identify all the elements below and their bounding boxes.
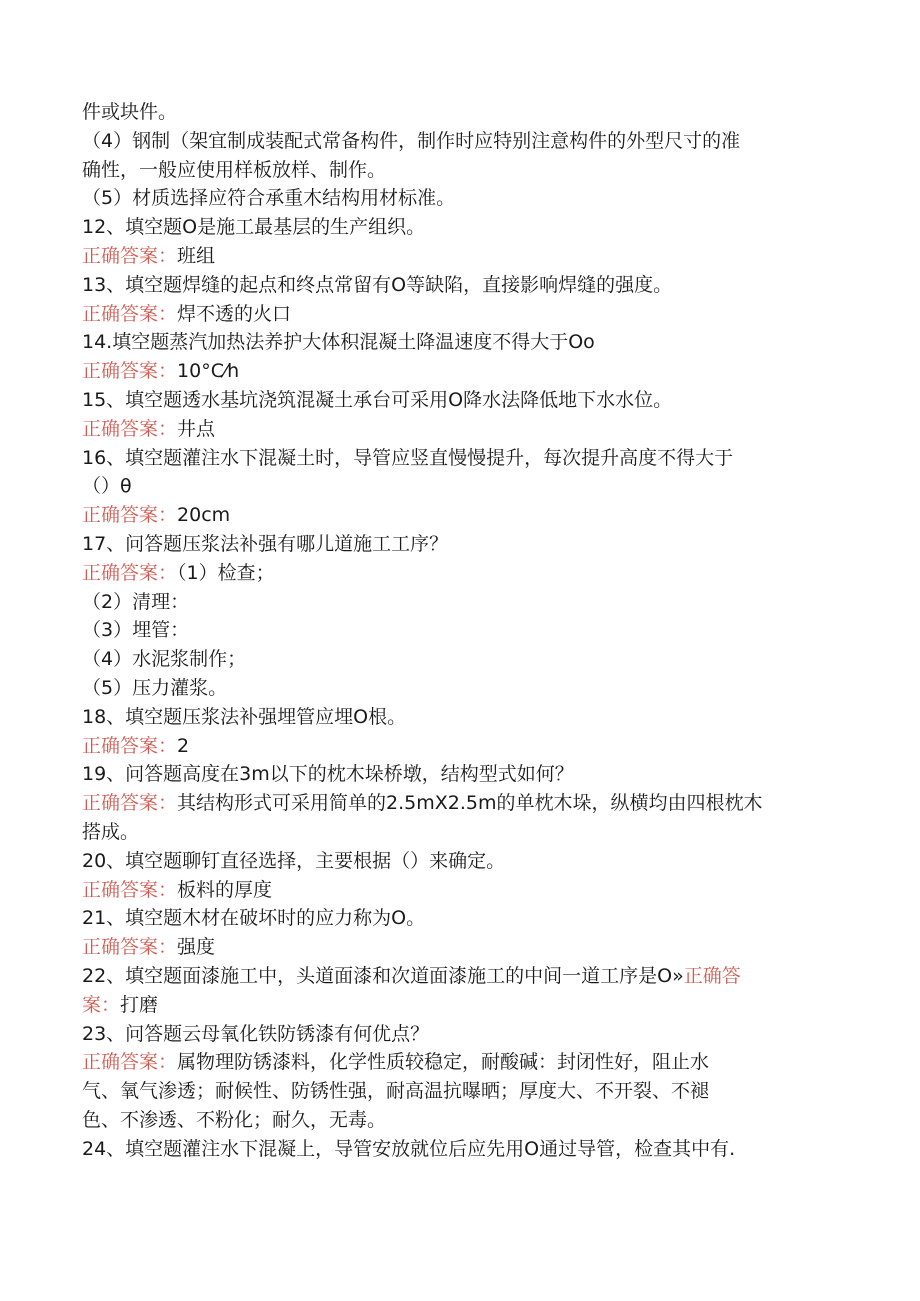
text-line (82, 933, 842, 962)
question-text: 20、填空题聊钉直径选择，主要根据（）来确定。 (82, 849, 506, 872)
text-line (82, 1048, 842, 1077)
question-text: 22、填空题面漆施工中，头道面漆和次道面漆施工的中间一道工序是O» (82, 964, 684, 987)
question-text: （）θ (82, 475, 132, 498)
text-line (82, 616, 842, 645)
question-text: 件或块件。 (82, 101, 178, 123)
text-line (82, 357, 842, 386)
text-line (82, 732, 842, 761)
question-text: 确性，一般应使用样板放样、制作。 (82, 158, 387, 181)
answer-label: 正确答 (683, 964, 741, 987)
question-text: 色、不渗透、不粉化；耐久，无毒。 (82, 1108, 387, 1131)
question-text: （4）水泥浆制作； (82, 648, 247, 671)
question-text: 17、问答题压浆法补强有哪儿道施工工序？ (82, 532, 449, 555)
text-line (82, 300, 842, 329)
text-line (82, 271, 842, 300)
question-text: 12、填空题O是施工最基层的生产组织。 (82, 216, 426, 239)
answer-text: 20cm (177, 504, 231, 527)
text-line (82, 328, 842, 357)
question-text: 19、问答题高度在3m以下的枕木垛桥墩，结构型式如何？ (82, 763, 574, 786)
text-line (82, 904, 842, 933)
text-line (82, 1106, 842, 1135)
question-text: （4）钢制（架宜制成装配式常备构件，制作时应特别注意构件的外型尺寸的准 (82, 129, 741, 152)
text-line (82, 1135, 842, 1164)
answer-text: 属物理防锈漆料，化学性质较稳定，耐酸碱：封闭性好，阻止水 (177, 1051, 710, 1074)
answer-label: 正确答案： (82, 734, 178, 757)
answer-text: 10°C⁄h (177, 360, 240, 383)
answer-text: 井点 (177, 417, 216, 440)
text-line (82, 1020, 842, 1049)
text-line (82, 559, 842, 588)
question-text: （5）材质选择应符合承重木结构用材标准。 (82, 187, 456, 210)
text-line (82, 501, 842, 530)
text-line (82, 472, 842, 501)
answer-text: 2 (177, 734, 190, 757)
text-line (82, 1077, 842, 1106)
text-line (82, 184, 842, 213)
question-text: 16、填空题灌注水下混凝土时，导管应竖直慢慢提升，每次提升高度不得大于 (82, 446, 734, 469)
text-line (82, 962, 842, 991)
question-text: 21、填空题木材在破坏时的应力称为O。 (82, 907, 426, 930)
answer-label: 正确答案： (82, 792, 178, 815)
question-text: （2）清理： (82, 590, 190, 613)
question-text: 15、填空题透水基坑浇筑混凝土承台可采用O降水法降低地下水水位。 (82, 388, 673, 411)
answer-text: 打磨 (120, 993, 159, 1016)
question-text: 13、填空题焊缝的起点和终点常留有O等缺陷，直接影响焊缝的强度。 (82, 273, 673, 296)
text-line (82, 818, 842, 847)
text-line (82, 156, 842, 185)
answer-text: （1）检查； (177, 561, 275, 584)
answer-label: 正确答案： (82, 936, 178, 959)
question-text: 搭成。 (82, 820, 140, 843)
text-line (82, 991, 842, 1020)
text-line (82, 760, 842, 789)
question-text: 气、氧气渗透；耐候性、防锈性强，耐高温抗曝晒；厚度大、不开裂、不褪 (82, 1080, 710, 1103)
answer-label-continuation: 案： (82, 993, 121, 1016)
text-line (82, 703, 842, 732)
text-line (82, 127, 842, 156)
question-text: 23、问答题云母氧化铁防锈漆有何优点？ (82, 1022, 430, 1045)
question-text: 24、填空题灌注水下混凝上，导管安放就位后应先用O通过导管，检查其中有. (82, 1137, 736, 1160)
text-line (82, 876, 842, 905)
answer-label: 正确答案： (82, 360, 178, 383)
answer-label: 正确答案： (82, 417, 178, 440)
question-text: 18、填空题压浆法补强埋管应埋O根。 (82, 705, 407, 728)
question-text: （3）埋管： (82, 619, 190, 642)
text-line (82, 98, 842, 127)
answer-label: 正确答案： (82, 1051, 178, 1074)
text-line (82, 386, 842, 415)
answer-text: 班组 (177, 244, 216, 267)
text-line (82, 530, 842, 559)
answer-label: 正确答案： (82, 878, 178, 901)
answer-text: 强度 (177, 936, 216, 959)
question-text: 14.填空题蒸汽加热法养护大体积混凝土降温速度不得大于Oo (82, 331, 595, 354)
text-line (82, 415, 842, 444)
text-line (82, 242, 842, 271)
answer-text: 焊不透的火口 (177, 302, 292, 325)
answer-label: 正确答案： (82, 302, 178, 325)
answer-text: 板料的厚度 (177, 878, 273, 901)
text-line (82, 588, 842, 617)
answer-label: 正确答案： (82, 244, 178, 267)
question-text: （5）压力灌浆。 (82, 676, 228, 699)
answer-label: 正确答案： (82, 561, 178, 584)
text-line (82, 674, 842, 703)
text-line (82, 789, 842, 818)
document-page (82, 98, 842, 1163)
text-line (82, 645, 842, 674)
answer-label: 正确答案： (82, 504, 178, 527)
answer-text: 其结构形式可采用简单的2.5mX2.5m的单枕木垛，纵横均由四根枕木 (177, 792, 763, 815)
text-line (82, 444, 842, 473)
text-line (82, 847, 842, 876)
text-line (82, 213, 842, 242)
